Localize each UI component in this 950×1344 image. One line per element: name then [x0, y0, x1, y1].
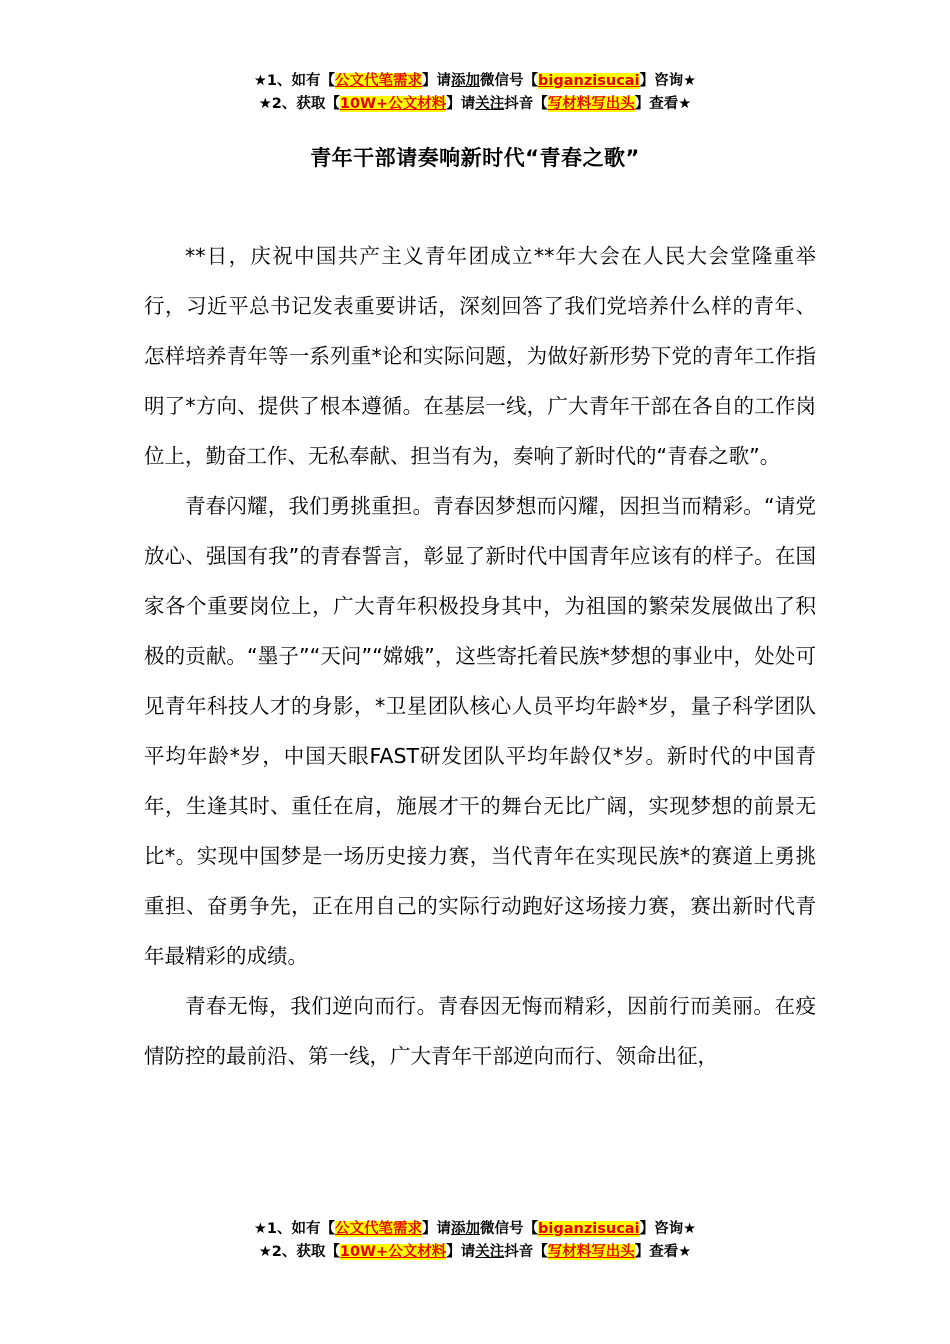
wechat-id: biganzisucai: [538, 1221, 640, 1237]
banner-highlight: 10W+公文材料: [339, 96, 447, 112]
banner-line-1: ★1、如有【公文代笔需求】请添加微信号【biganzisucai】咨询★: [253, 73, 697, 89]
banner-highlight: 公文代笔需求: [335, 1221, 423, 1237]
paragraph: **日，庆祝中国共产主义青年团成立**年大会在人民大会堂隆重举行，习近平总书记发表重要讲话，深刻回答了我们党培养什么样的青年、怎样培养青年等一系列重*论和实际问题，为做好新形势下党的青年工作指明了*方向、提供了根本遵循。在基层一线，广大青年干部在各自的工作岗位上，勤奋工作、无私奉献、担当有为，奏响了新时代的“青春之歌”。: [144, 244, 816, 468]
douyin-account: 写材料写出头: [547, 96, 635, 112]
banner-line-2: ★2、获取【10W+公文材料】请关注抖音【写材料写出头】查看★: [258, 1244, 692, 1260]
douyin-account: 写材料写出头: [547, 1244, 635, 1260]
banner-highlight: 公文代笔需求: [335, 73, 423, 89]
banner-line-2: ★2、获取【10W+公文材料】请关注抖音【写材料写出头】查看★: [258, 96, 692, 112]
wechat-id: biganzisucai: [538, 73, 640, 89]
paragraph: 青春无悔，我们逆向而行。青春因无悔而精彩，因前行而美丽。在疫情防控的最前沿、第一线，广大青年干部逆向而行、领命出征，: [144, 994, 816, 1068]
footer-banner: [0, 1218, 950, 1264]
banner-line-1: ★1、如有【公文代笔需求】请添加微信号【biganzisucai】咨询★: [253, 1221, 697, 1237]
paragraph: 青春闪耀，我们勇挑重担。青春因梦想而闪耀，因担当而精彩。“请党放心、强国有我”的青春誓言，彰显了新时代中国青年应该有的样子。在国家各个重要岗位上，广大青年积极投身其中，为祖国的繁荣发展做出了积极的贡献。“墨子”“天问”“嫦娥”，这些寄托着民族*梦想的事业中，处处可见青年科技人才的身影，*卫星团队核心人员平均年龄*岁，量子科学团队平均年龄*岁，中国天眼FAST研发团队平均年龄仅*岁。新时代的中国青年，生逢其时、重任在肩，施展才干的舞台无比广阔，实现梦想的前景无比*。实现中国梦是一场历史接力赛，当代青年在实现民族*的赛道上勇挑重担、奋勇争先，正在用自己的实际行动跑好这场接力赛，赛出新时代青年最精彩的成绩。: [144, 494, 816, 968]
banner-highlight: 10W+公文材料: [339, 1244, 447, 1260]
document-body: [144, 231, 816, 1081]
document-title: 青年干部请奏响新时代“青春之歌”: [310, 146, 640, 170]
header-banner: [0, 70, 950, 116]
